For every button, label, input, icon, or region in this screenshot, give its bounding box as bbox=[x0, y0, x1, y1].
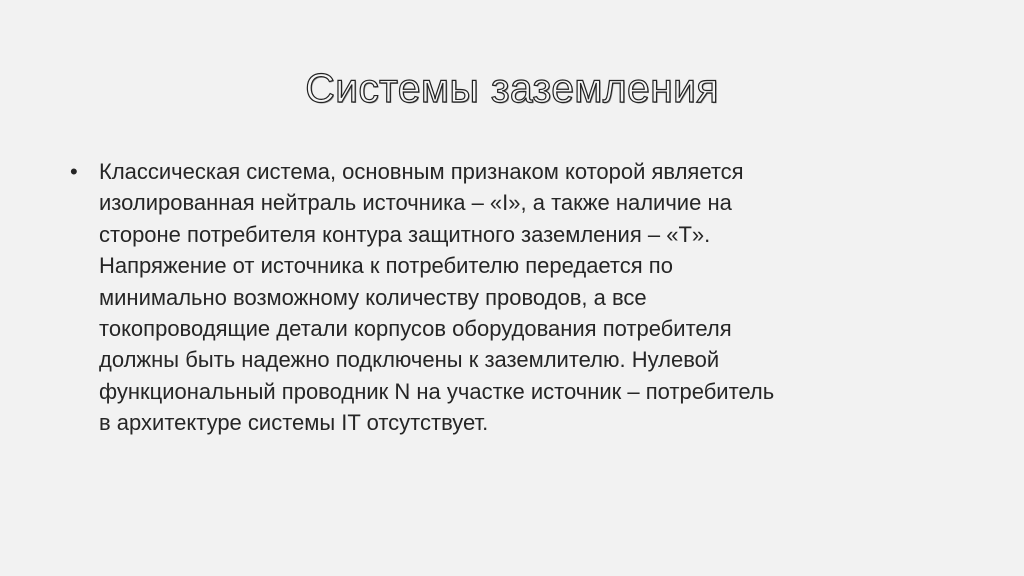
bullet-text-line: функциональный проводник N на участке источник – потребитель bbox=[99, 378, 775, 404]
bullet-dot-icon: • bbox=[70, 159, 78, 184]
bullet-text-line: минимально возможному количеству проводов, а все bbox=[99, 284, 647, 310]
bullet-text-line: токопроводящие детали корпусов оборудования потребителя bbox=[99, 316, 732, 342]
bullet-text-line: Классическая система, основным признаком которой является bbox=[99, 159, 744, 184]
bullet-item bbox=[70, 156, 950, 439]
bullet-text-line: в архитектуре системы IT отсутствует. bbox=[99, 410, 489, 436]
bullet-list bbox=[70, 156, 950, 439]
slide-title: Системы заземления bbox=[305, 65, 719, 111]
bullet-text-line: изолированная нейтраль источника – «I», а также наличие на bbox=[99, 190, 732, 216]
bullet-text-line: стороне потребителя контура защитного заземления – «T». bbox=[99, 221, 711, 247]
bullet-text-line: Напряжение от источника к потребителю передается по bbox=[99, 253, 673, 279]
bullet-text-line: должны быть надежно подключены к заземлителю. Нулевой bbox=[99, 347, 720, 373]
